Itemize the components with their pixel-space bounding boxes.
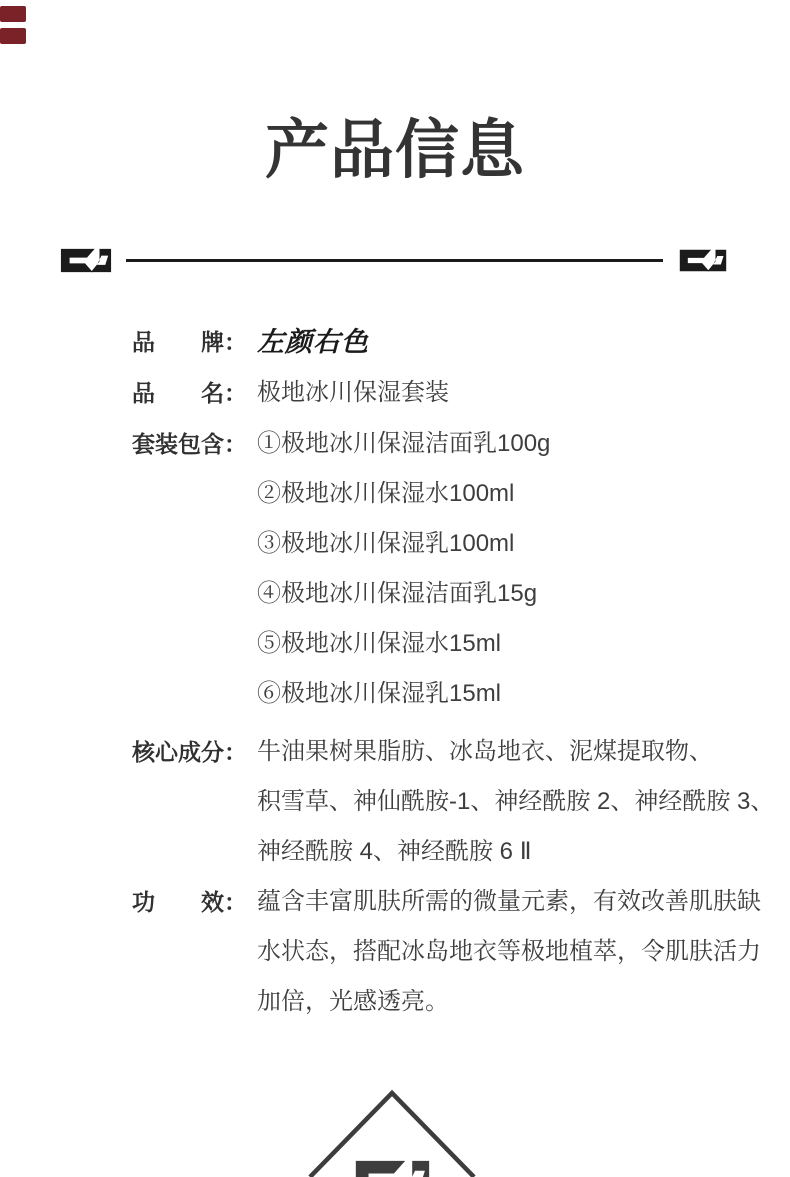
field-label-wrap: [132, 317, 257, 368]
field-colon: ：: [224, 739, 247, 765]
effects-line: 水状态，搭配冰岛地衣等极地植萃，令肌肤活力: [257, 938, 761, 965]
field-row-brand: [132, 317, 750, 368]
field-row-core-ingredients: [132, 727, 775, 877]
edge-mark-top: [0, 6, 26, 22]
field-row-effects: [132, 877, 761, 1027]
set-item: ①极地冰川保湿洁面乳100g: [257, 430, 551, 457]
field-label: 品牌: [132, 329, 224, 355]
ingredients-line: 牛油果树果脂肪、冰岛地衣、泥煤提取物、: [257, 738, 713, 765]
bottom-brand-logo-icon: [356, 1161, 429, 1177]
field-values: [257, 317, 750, 367]
field-colon: ：: [224, 329, 247, 355]
brand-logo-left-icon: [59, 247, 113, 274]
set-item: ②极地冰川保湿水100ml: [257, 480, 515, 507]
field-label-wrap: [132, 368, 257, 419]
product-attributes: [0, 317, 790, 1027]
field-label-wrap: [132, 419, 257, 470]
set-item: ⑤极地冰川保湿水15ml: [257, 630, 502, 657]
page-title: 产品信息: [265, 114, 525, 186]
field-label-wrap: [132, 727, 257, 778]
brand-name-value: 左颜右色: [257, 327, 369, 357]
field-label-wrap: [132, 877, 257, 928]
field-label: 功效: [132, 889, 224, 915]
divider-line: [126, 259, 663, 262]
ingredients-line: 神经酰胺 4、神经酰胺 6 Ⅱ: [257, 838, 532, 865]
field-values: [257, 877, 761, 1027]
effects-line: 加倍，光感透亮。: [257, 988, 449, 1015]
field-colon: ：: [224, 431, 247, 457]
edge-mark-bottom: [0, 28, 26, 44]
ingredients-line: 积雪草、神仙酰胺-1、神经酰胺 2、神经酰胺 3、: [257, 788, 775, 815]
brand-logo-right-icon: [676, 248, 730, 273]
field-values: [257, 419, 750, 719]
field-values: [257, 727, 774, 877]
field-colon: ：: [224, 380, 247, 406]
field-values: [257, 368, 750, 418]
set-item: ③极地冰川保湿乳100ml: [257, 530, 515, 557]
header-divider: [59, 245, 730, 275]
field-row-set-contents: [132, 419, 750, 719]
set-item: ⑥极地冰川保湿乳15ml: [257, 680, 502, 707]
field-colon: ：: [224, 889, 247, 915]
field-label: 核心成分: [132, 739, 224, 765]
set-item: ④极地冰川保湿洁面乳15g: [257, 580, 538, 607]
bottom-decoration: [0, 1085, 790, 1177]
field-label: 品名: [132, 380, 224, 406]
product-name-value: 极地冰川保湿套装: [257, 379, 449, 406]
field-row-product-name: [132, 368, 750, 419]
field-label: 套装包含: [132, 431, 224, 457]
effects-line: 蕴含丰富肌肤所需的微量元素，有效改善肌肤缺: [257, 888, 761, 915]
